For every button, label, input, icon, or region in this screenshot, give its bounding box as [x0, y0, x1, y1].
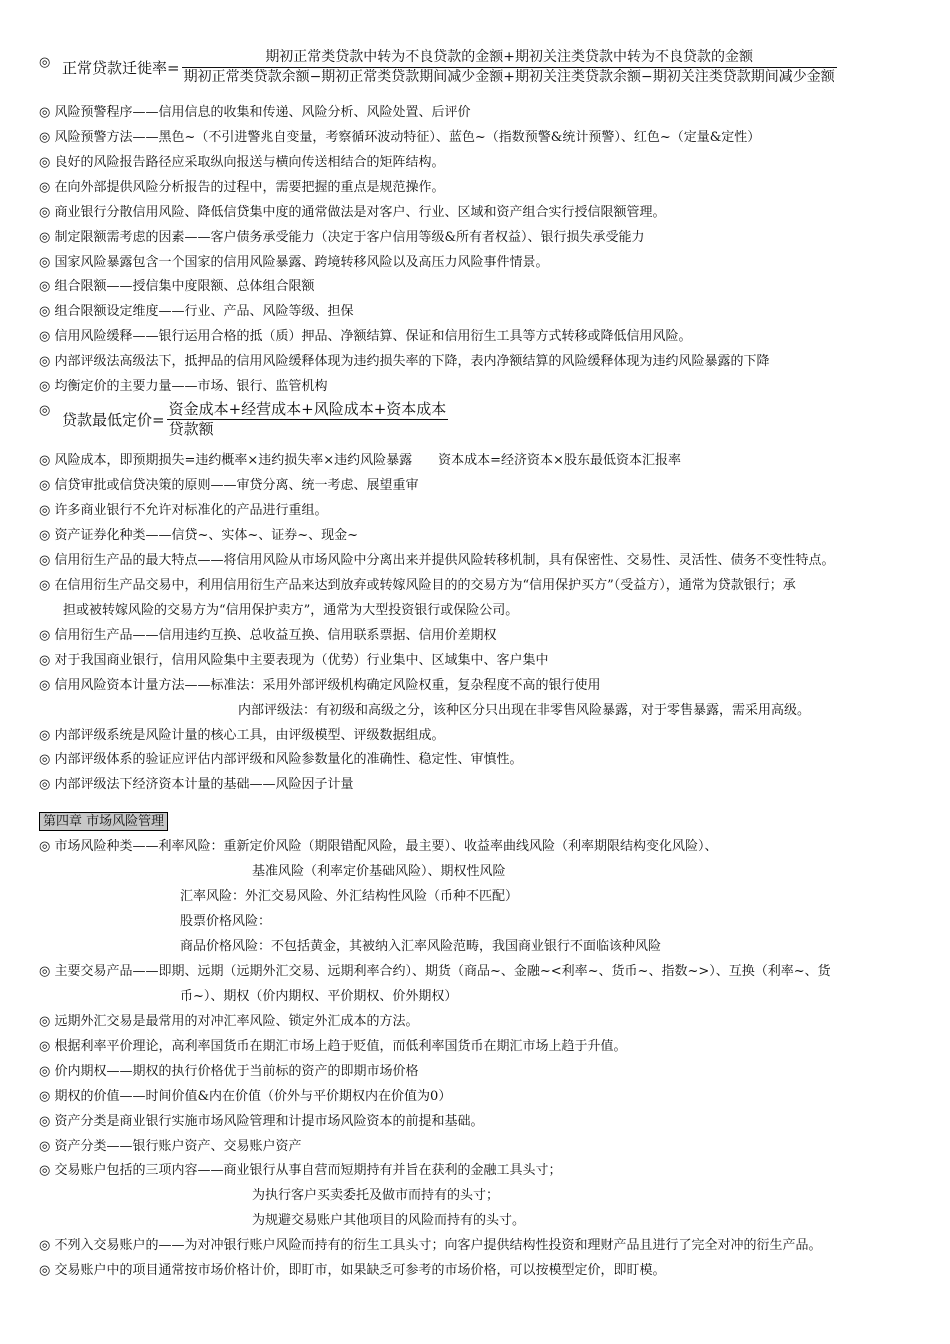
- formula-denominator: 期初正常类贷款余额−期初正常类贷款期间减少金额+期初关注类贷款余额−期初关注类贷款期间减少金额: [183, 69, 835, 85]
- text-line: ◎ 根据利率平价理论，高利率国货币在期汇市场上趋于贬值，而低利率国货币在期汇市场上趋于升值。: [39, 1039, 627, 1054]
- text-line: 为执行客户买卖委托及做市而持有的头寸；: [252, 1188, 500, 1203]
- formula-lhs: 正常贷款迁徙率=: [62, 59, 180, 77]
- text-line: 币~）、期权（价内期权、平价期权、价外期权）: [180, 989, 458, 1004]
- text-line: 基准风险（利率定价基础风险）、期权性风险: [252, 864, 506, 879]
- formula-fraction: [182, 48, 837, 87]
- text-line: ◎ 期权的价值——时间价值&内在价值（价外与平价期权内在价值为0）: [39, 1089, 452, 1104]
- text-line: ◎ 在信用衍生产品交易中，利用信用衍生产品来达到放弃或转嫁风险目的的交易方为“信用保护买方”（受益方），通常为贷款银行；承: [39, 578, 796, 593]
- text-line: 担或被转嫁风险的交易方为“信用保护卖方”，通常为大型投资银行或保险公司。: [63, 603, 519, 618]
- formula-bullet: ◎: [39, 403, 51, 418]
- text-line: ◎ 内部评级法下经济资本计量的基础——风险因子计量: [39, 777, 354, 792]
- text-line: ◎ 制定限额需考虑的因素——客户债务承受能力（决定于客户信用等级&所有者权益）、银行损失承受能力: [39, 230, 645, 245]
- formula-lhs: 贷款最低定价=: [62, 411, 165, 429]
- text-line: ◎ 商业银行分散信用风险、降低信贷集中度的通常做法是对客户、行业、区域和资产组合实行授信限额管理。: [39, 205, 666, 220]
- formula-denominator: 贷款额: [168, 420, 214, 438]
- loan-min-price-formula: [62, 400, 448, 439]
- text-line: ◎ 交易账户包括的三项内容——商业银行从事自营而短期持有并旨在获利的金融工具头寸；: [39, 1163, 562, 1178]
- text-line: ◎ 资产分类——银行账户资产、交易账户资产: [39, 1139, 302, 1154]
- text-line: ◎ 组合限额设定维度——行业、产品、风险等级、担保: [39, 304, 354, 319]
- text-line: ◎ 风险预警方法——黑色~（不引进警兆自变量，考察循环波动特征）、蓝色~（指数预警&统计预警）、红色~（定量&定性）: [39, 130, 761, 145]
- text-line: ◎ 组合限额——授信集中度限额、总体组合限额: [39, 279, 315, 294]
- text-line: ◎ 许多商业银行不允许对标准化的产品进行重组。: [39, 503, 328, 518]
- text-line: ◎ 良好的风险报告路径应采取纵向报送与横向传送相结合的矩阵结构。: [39, 155, 445, 170]
- text-line: 股票价格风险：: [180, 914, 272, 929]
- text-line: ◎ 均衡定价的主要力量——市场、银行、监管机构: [39, 379, 328, 394]
- text-line: 汇率风险：外汇交易风险、外汇结构性风险（币种不匹配）: [180, 889, 519, 904]
- text-line: ◎ 内部评级系统是风险计量的核心工具，由评级模型、评级数据组成。: [39, 728, 445, 743]
- loan-migration-formula: [62, 48, 837, 87]
- formula-bullet: ◎: [39, 55, 51, 70]
- chapter-heading: 第四章 市场风险管理: [39, 812, 168, 831]
- text-line: ◎ 价内期权——期权的执行价格优于当前标的资产的即期市场价格: [39, 1064, 419, 1079]
- text-line: ◎ 不列入交易账户的——为对冲银行账户风险而持有的衍生工具头寸；向客户提供结构性投资和理财产品且进行了完全对冲的衍生产品。: [39, 1238, 822, 1253]
- text-line: ◎ 信用衍生产品的最大特点——将信用风险从市场风险中分离出来并提供风险转移机制，具有保密性、交易性、灵活性、债务不变性特点。: [39, 553, 835, 568]
- formula-numerator: 资金成本+经营成本+风险成本+资本成本: [168, 400, 447, 418]
- text-line: ◎ 信贷审批或信贷决策的原则——审贷分离、统一考虑、展望重审: [39, 478, 419, 493]
- formula-fraction: [167, 400, 449, 439]
- text-line: ◎ 风险预警程序——信用信息的收集和传递、风险分析、风险处置、后评价: [39, 105, 471, 120]
- text-line: ◎ 信用风险缓释——银行运用合格的抵（质）押品、净额结算、保证和信用衍生工具等方式转移或降低信用风险。: [39, 329, 692, 344]
- text-line: ◎ 对于我国商业银行，信用风险集中主要表现为（优势）行业集中、区域集中、客户集中: [39, 653, 549, 668]
- text-line: ◎ 资产证券化种类——信贷~、实体~、证券~、现金~: [39, 528, 359, 543]
- text-line: ◎ 市场风险种类——利率风险：重新定价风险（期限错配风险，最主要）、收益率曲线风险（利率期限结构变化风险）、: [39, 839, 718, 854]
- text-line: ◎ 国家风险暴露包含一个国家的信用风险暴露、跨境转移风险以及高压力风险事件情景。: [39, 255, 549, 270]
- text-line: ◎ 资产分类是商业银行实施市场风险管理和计提市场风险资本的前提和基础。: [39, 1114, 484, 1129]
- text-line: ◎ 风险成本，即预期损失=违约概率×违约损失率×违约风险暴露 资本成本=经济资本×股东最低资本汇报率: [39, 453, 681, 468]
- text-line: 为规避交易账户其他项目的风险而持有的头寸。: [252, 1213, 526, 1228]
- text-line: ◎ 在向外部提供风险分析报告的过程中，需要把握的重点是规范操作。: [39, 180, 445, 195]
- text-line: ◎ 信用风险资本计量方法——标准法：采用外部评级机构确定风险权重，复杂程度不高的银行使用: [39, 678, 601, 693]
- text-line: ◎ 内部评级法高级法下，抵押品的信用风险缓释体现为违约损失率的下降，表内净额结算的风险缓释体现为违约风险暴露的下降: [39, 354, 770, 369]
- text-line: 内部评级法：有初级和高级之分，该种区分只出现在非零售风险暴露，对于零售暴露，需采用高级。: [238, 703, 811, 718]
- text-line: 商品价格风险：不包括黄金，其被纳入汇率风险范畴，我国商业银行不面临该种风险: [180, 939, 662, 954]
- text-line: ◎ 内部评级体系的验证应评估内部评级和风险参数量化的准确性、稳定性、审慎性。: [39, 752, 523, 767]
- formula-numerator: 期初正常类贷款中转为不良贷款的金额+期初关注类贷款中转为不良贷款的金额: [182, 48, 837, 68]
- text-line: ◎ 远期外汇交易是最常用的对冲汇率风险、锁定外汇成本的方法。: [39, 1014, 419, 1029]
- text-line: ◎ 主要交易产品——即期、远期（远期外汇交易、远期利率合约）、期货（商品~、金融~<利率~、货币~、指数~>）、互换（利率~、货: [39, 964, 831, 979]
- text-line: ◎ 信用衍生产品——信用违约互换、总收益互换、信用联系票据、信用价差期权: [39, 628, 497, 643]
- text-line: ◎ 交易账户中的项目通常按市场价格计价，即盯市，如果缺乏可参考的市场价格，可以按模型定价，即盯模。: [39, 1263, 666, 1278]
